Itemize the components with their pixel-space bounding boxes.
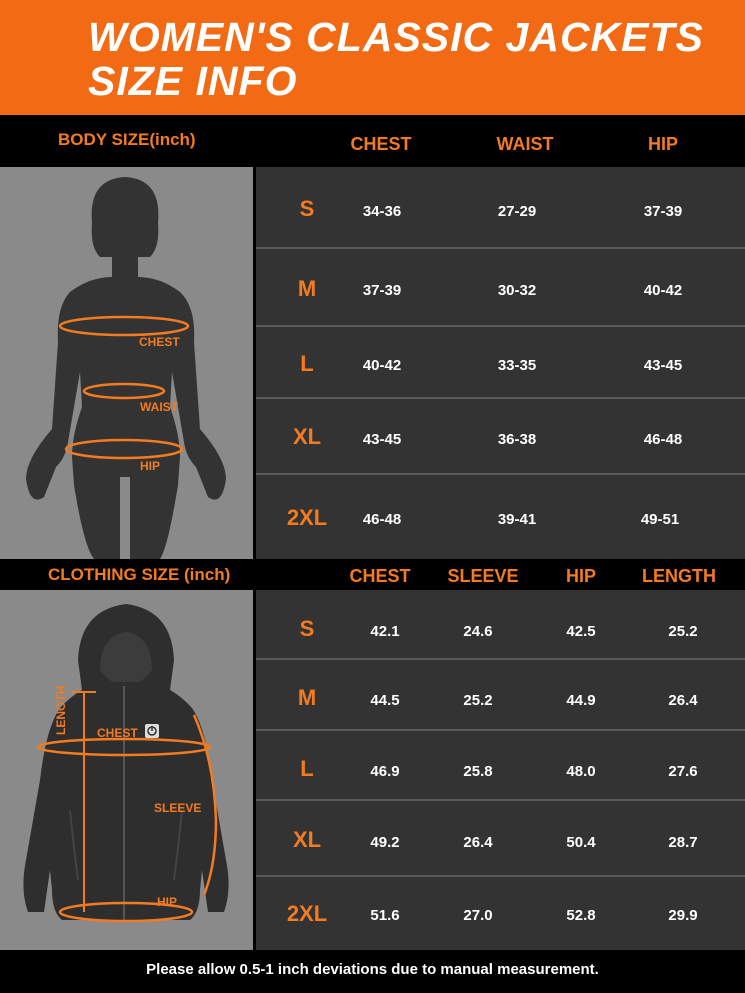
table-cell: 36-38 (497, 431, 537, 448)
clothing-size-header (0, 559, 745, 590)
table-cell: 25.2 (463, 692, 493, 709)
jacket-fig-label-hip: HIP (157, 895, 178, 909)
table-cell: 51.6 (370, 907, 400, 924)
body-col-hip: HIP (647, 134, 678, 154)
measurement-note: Please allow 0.5-1 inch deviations due to manual measurement. (146, 961, 599, 978)
footer (0, 950, 745, 993)
size-label: S (299, 616, 315, 641)
table-row (256, 801, 745, 875)
size-label: 2XL (286, 505, 328, 530)
table-row (256, 660, 745, 729)
table-cell: 34-36 (362, 203, 402, 220)
jacket-fig-label-length: LENGTH (54, 685, 68, 735)
table-cell: 46.9 (370, 763, 400, 780)
woman-silhouette (0, 167, 253, 559)
table-cell: 52.8 (566, 907, 596, 924)
page-title-line-1: WOMEN'S CLASSIC JACKETS (88, 14, 704, 60)
table-cell: 26.4 (463, 834, 493, 851)
clothing-col-chest: CHEST (349, 566, 411, 586)
size-label: L (300, 351, 314, 376)
body-fig-label-waist: WAIST (140, 400, 178, 414)
body-size-header (0, 115, 745, 167)
body-fig-label-hip: HIP (140, 459, 161, 473)
table-cell: 25.8 (463, 763, 493, 780)
table-cell: 27-29 (497, 203, 537, 220)
body-figure-panel (0, 167, 253, 559)
jacket-silhouette (0, 590, 253, 950)
table-cell: 48.0 (566, 763, 596, 780)
table-row (256, 590, 745, 658)
table-row (256, 327, 745, 397)
table-cell: 42.1 (370, 623, 400, 640)
table-cell: 43-45 (362, 431, 402, 448)
power-button-icon (145, 724, 159, 738)
table-cell: 37-39 (362, 282, 402, 299)
table-cell: 24.6 (463, 623, 493, 640)
clothing-size-table (256, 590, 745, 950)
table-cell: 29.9 (668, 907, 698, 924)
clothing-size-title: CLOTHING SIZE (inch) (48, 565, 231, 584)
table-cell: 30-32 (497, 282, 537, 299)
body-size-table (256, 167, 745, 559)
size-label: XL (292, 827, 322, 852)
body-col-waist: WAIST (496, 134, 554, 154)
table-cell: 46-48 (362, 511, 402, 528)
jacket-figure-panel (0, 590, 253, 950)
clothing-col-sleeve: SLEEVE (447, 566, 519, 586)
table-cell: 49.2 (370, 834, 400, 851)
table-cell: 39-41 (497, 511, 537, 528)
table-row (256, 475, 745, 559)
table-cell: 25.2 (668, 623, 698, 640)
jacket-fig-label-chest: CHEST (97, 726, 138, 740)
clothing-col-length: LENGTH (642, 566, 716, 586)
table-cell: 27.0 (463, 907, 493, 924)
table-cell: 28.7 (668, 834, 698, 851)
size-label: S (299, 196, 315, 221)
body-size-title: BODY SIZE(inch) (58, 130, 196, 149)
table-cell: 27.6 (668, 763, 698, 780)
table-cell: 26.4 (668, 692, 698, 709)
table-cell: 44.9 (566, 692, 596, 709)
page-title-line-2: SIZE INFO (88, 58, 298, 104)
header-banner (0, 0, 745, 115)
table-row (256, 249, 745, 325)
table-cell: 40-42 (643, 282, 683, 299)
table-cell: 46-48 (643, 431, 683, 448)
table-row (256, 399, 745, 473)
table-cell: 42.5 (566, 623, 596, 640)
size-label: M (297, 276, 317, 301)
table-row (256, 877, 745, 950)
clothing-col-hip: HIP (565, 566, 596, 586)
table-cell: 50.4 (566, 834, 596, 851)
size-label: L (300, 756, 314, 781)
jacket-fig-label-sleeve: SLEEVE (154, 801, 202, 815)
size-label: M (297, 685, 317, 710)
table-cell: 49-51 (640, 511, 680, 528)
table-cell: 44.5 (370, 692, 400, 709)
body-fig-label-chest: CHEST (139, 335, 180, 349)
table-row (256, 167, 745, 247)
table-cell: 33-35 (497, 357, 537, 374)
size-label: 2XL (286, 901, 328, 926)
table-cell: 43-45 (643, 357, 683, 374)
table-cell: 40-42 (362, 357, 402, 374)
table-row (256, 731, 745, 799)
body-col-chest: CHEST (350, 134, 412, 154)
size-label: XL (292, 424, 322, 449)
table-cell: 37-39 (643, 203, 683, 220)
